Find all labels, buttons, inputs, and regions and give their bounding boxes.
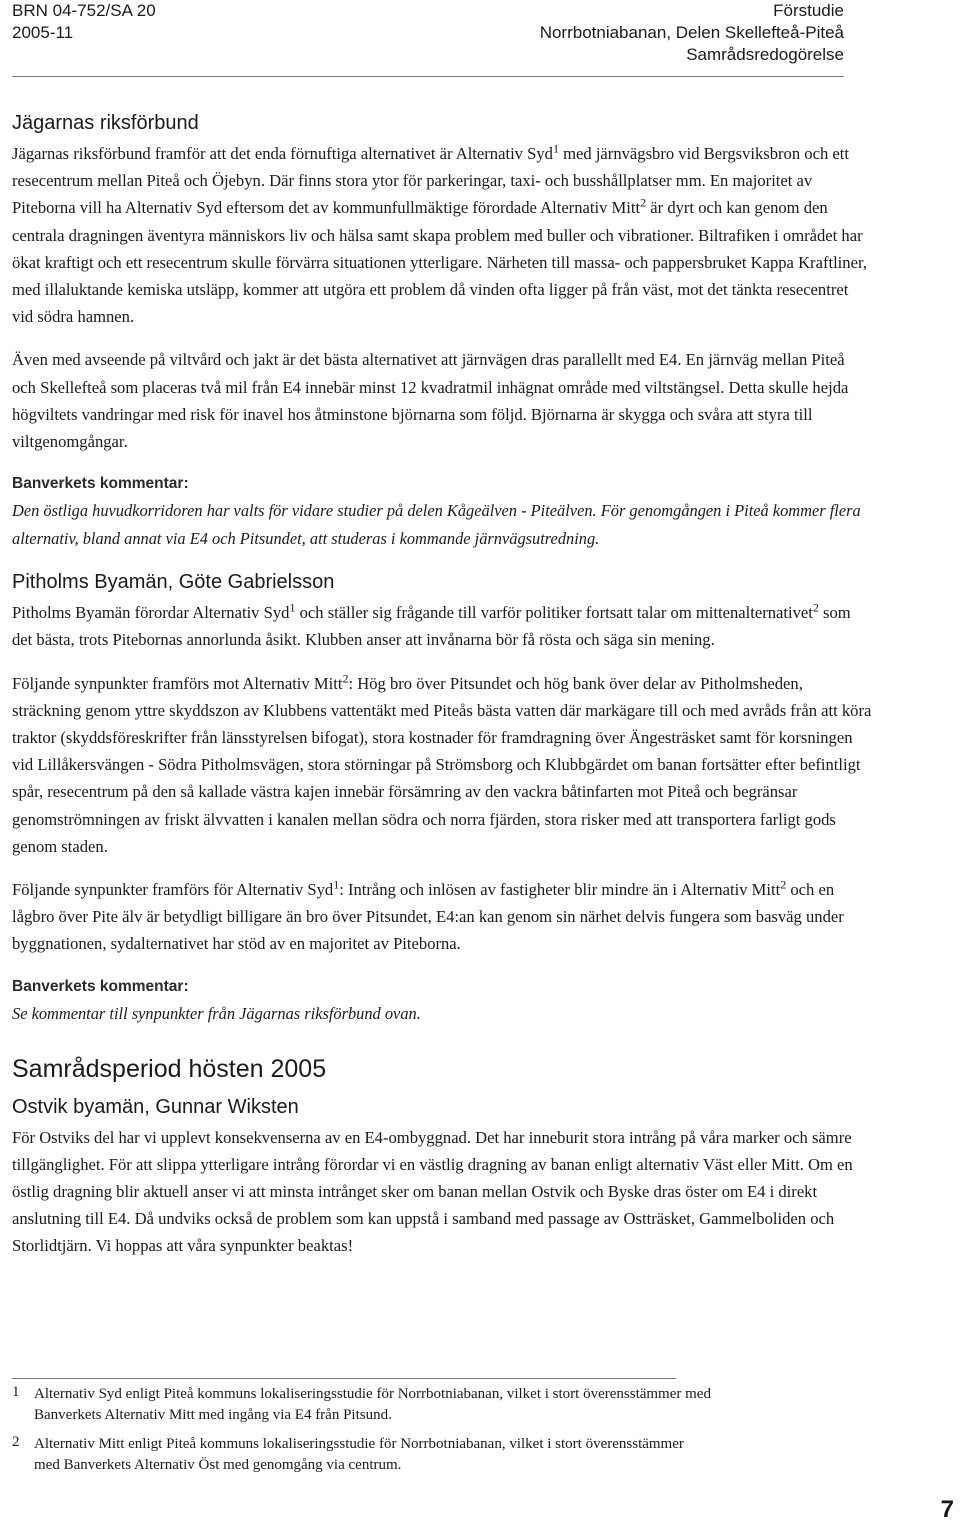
footnotes xyxy=(12,1384,712,1484)
footnote-ref: 1 xyxy=(289,600,296,615)
main-content xyxy=(12,108,872,1276)
comment-label: Banverkets kommentar: xyxy=(12,475,189,493)
footnote-number: 1 xyxy=(12,1384,20,1400)
paragraph-jagarnas-1 xyxy=(12,140,872,330)
paragraph-pitholm-1 xyxy=(12,599,872,653)
heading-pitholm: Pitholms Byamän, Göte Gabrielsson xyxy=(12,571,335,594)
footnote-ref: 2 xyxy=(342,671,349,686)
text-segment: Pitholms Byamän förordar Alternativ Syd xyxy=(12,603,290,623)
heading-samradsperiod: Samrådsperiod hösten 2005 xyxy=(12,1054,327,1083)
footnote-text: Alternativ Syd enligt Piteå kommuns lokaliseringsstudie för Norrbotniabanan, vilket i stort överensstämmer med Banverkets Alternativ Mitt med ingång via E4 från Pitsund. xyxy=(34,1386,711,1423)
text-segment: : Intrång och inlösen av fastigheter blir mindre än i Alternativ Mitt xyxy=(339,880,781,900)
header-divider xyxy=(12,76,844,77)
footnote-2 xyxy=(12,1434,712,1476)
footnote-text: Alternativ Mitt enligt Piteå kommuns lokaliseringsstudie för Norrbotniabanan, vilket i stort överensstämmer med Banverkets Alternativ Öst med genomgång via centrum. xyxy=(34,1436,684,1473)
footnote-ref: 2 xyxy=(812,600,819,615)
heading-ostvik: Ostvik byamän, Gunnar Wiksten xyxy=(12,1095,299,1118)
footnote-divider xyxy=(12,1378,676,1379)
paragraph-jagarnas-2: Även med avseende på viltvård och jakt är det bästa alternativet att järnvägen dras parallellt med E4. En järnväg mellan Piteå och Skellefteå som placeras två mil från E4 innebär minst 12 kvadratmil inhägnat område med viltstängsel. Detta skulle hejda högviltets vandringar med risk för inavel hos åtminstone björnarna som följd. Björnarna är skygga och svåra att styra till viltgenomgångar. xyxy=(12,350,849,452)
heading-jagarnas: Jägarnas riksförbund xyxy=(12,112,199,134)
doc-date: 2005-11 xyxy=(12,23,74,42)
paragraph-pitholm-2 xyxy=(12,670,872,860)
doc-type: Förstudie xyxy=(773,1,844,20)
header-left xyxy=(12,0,156,44)
footnote-ref: 2 xyxy=(640,195,647,210)
footnote-ref: 1 xyxy=(552,141,559,156)
text-segment: Jägarnas riksförbund framför att det enda förnuftiga alternativet är Alternativ Syd xyxy=(12,144,553,163)
footnote-number: 2 xyxy=(12,1434,20,1450)
comment-text: Den östliga huvudkorridoren har valts för vidare studier på delen Kågeälven - Piteälven. För genomgången i Piteå kommer flera alternativ, bland annat via E4 och Pitsundet, att studeras i kommande järnvägsutredning. xyxy=(12,501,861,549)
paragraph-ostvik-1: För Ostviks del har vi upplevt konsekvenserna av en E4-ombyggnad. Det har inneburit stora intrång på våra marker och sämre tillgänglighet. För att slippa ytterligare intrång förordar vi en västlig dragning av banan enligt alternativ Väst eller Mitt. Om en östlig dragning blir aktuell anser vi att minsta intrånget sker om banan mellan Ostvik och Byske dras öster om E4 i direkt anslutning till E4. Då undviks också de problem som kan uppstå i samband med passage av Ostträsket, Gammelboliden och Storlidtjärn. Vi hoppas att våra synpunkter beaktas! xyxy=(12,1127,853,1256)
footnote-1 xyxy=(12,1384,712,1426)
paragraph-pitholm-3 xyxy=(12,876,872,958)
comment-text: Se kommentar till synpunkter från Jägarnas riksförbund ovan. xyxy=(12,1003,421,1023)
text-segment: som det bästa, trots Pitebornas annorlunda åsikt. Klubben anser att invånarna bör få rösta och säga sin mening. xyxy=(12,603,851,650)
report-name: Samrådsredogörelse xyxy=(686,45,844,64)
project-name: Norrbotniabanan, Delen Skellefteå-Piteå xyxy=(539,23,844,42)
comment-label: Banverkets kommentar: xyxy=(12,977,189,995)
page-number: 7 xyxy=(940,1496,954,1523)
text-segment: Följande synpunkter framförs mot Alternativ Mitt xyxy=(12,673,343,693)
text-segment: och ställer sig frågande till varför politiker fortsatt talar om mittenalternativet xyxy=(295,603,813,623)
footnote-ref: 2 xyxy=(780,877,787,892)
header-right xyxy=(540,0,844,66)
text-segment: och en lågbro över Pite älv är betydligt billigare än bro över Pitsundet, E4:an kan genom sin närhet delvis fungera som basväg under byggnationen, sydalternativet har stöd av en majoritet av Piteborna. xyxy=(12,880,844,954)
text-segment: : Hög bro över Pitsundet och hög bank över delar av Pitholmsheden, sträckning genom yttre skyddszon av Klubbens vattentäkt med Piteås bästa vatten där markägare till och med avråds från att köra traktor (skyddsföreskrifter från länsstyrelsen bifogat), stora kostnader för framdragning över Ängesträsket samt för korsningen vid Lillåkersvängen - Södra Pitholmsvägen, stora störningar på Strömsborg och Klubbgärdet om banan fortsätter efter befintligt spår, resecentrum på den så kallade västra kajen innebär försämring av den vackra båtinfarten mot Piteå och begränsar genomströmningen av friskt älvvatten i kanalen mellan södra och norra fjärden, stora risker med att transportera farligt gods genom staden. xyxy=(12,673,872,856)
text-segment: med järnvägsbro vid Bergsviksbron och ett resecentrum mellan Piteå och Öjebyn. Där finns stora ytor för parkeringar, taxi- och busshållplatser mm. En majoritet av Piteborna vill ha Alternativ Syd eftersom det av kommunfullmäktige förordade Alternativ Mitt xyxy=(12,144,849,218)
text-segment: Följande synpunkter framförs för Alternativ Syd xyxy=(12,880,334,900)
doc-id: BRN 04-752/SA 20 xyxy=(12,1,156,20)
text-segment: är dyrt och kan genom den centrala dragningen äventyra människors liv och hälsa samt skapa problem med buller och vibrationer. Biltrafiken i området har ökat kraftigt och ett resecentrum skulle förvärra situationen ytterligare. Närheten till massa- och pappersbruket Kappa Kraftliner, med illaluktande kemiska utsläpp, kommer att utgöra ett problem då vinden ofta ligger på från väst, mot det tänkta resecentret vid södra hamnen. xyxy=(12,198,867,327)
footnote-ref: 1 xyxy=(333,877,340,892)
